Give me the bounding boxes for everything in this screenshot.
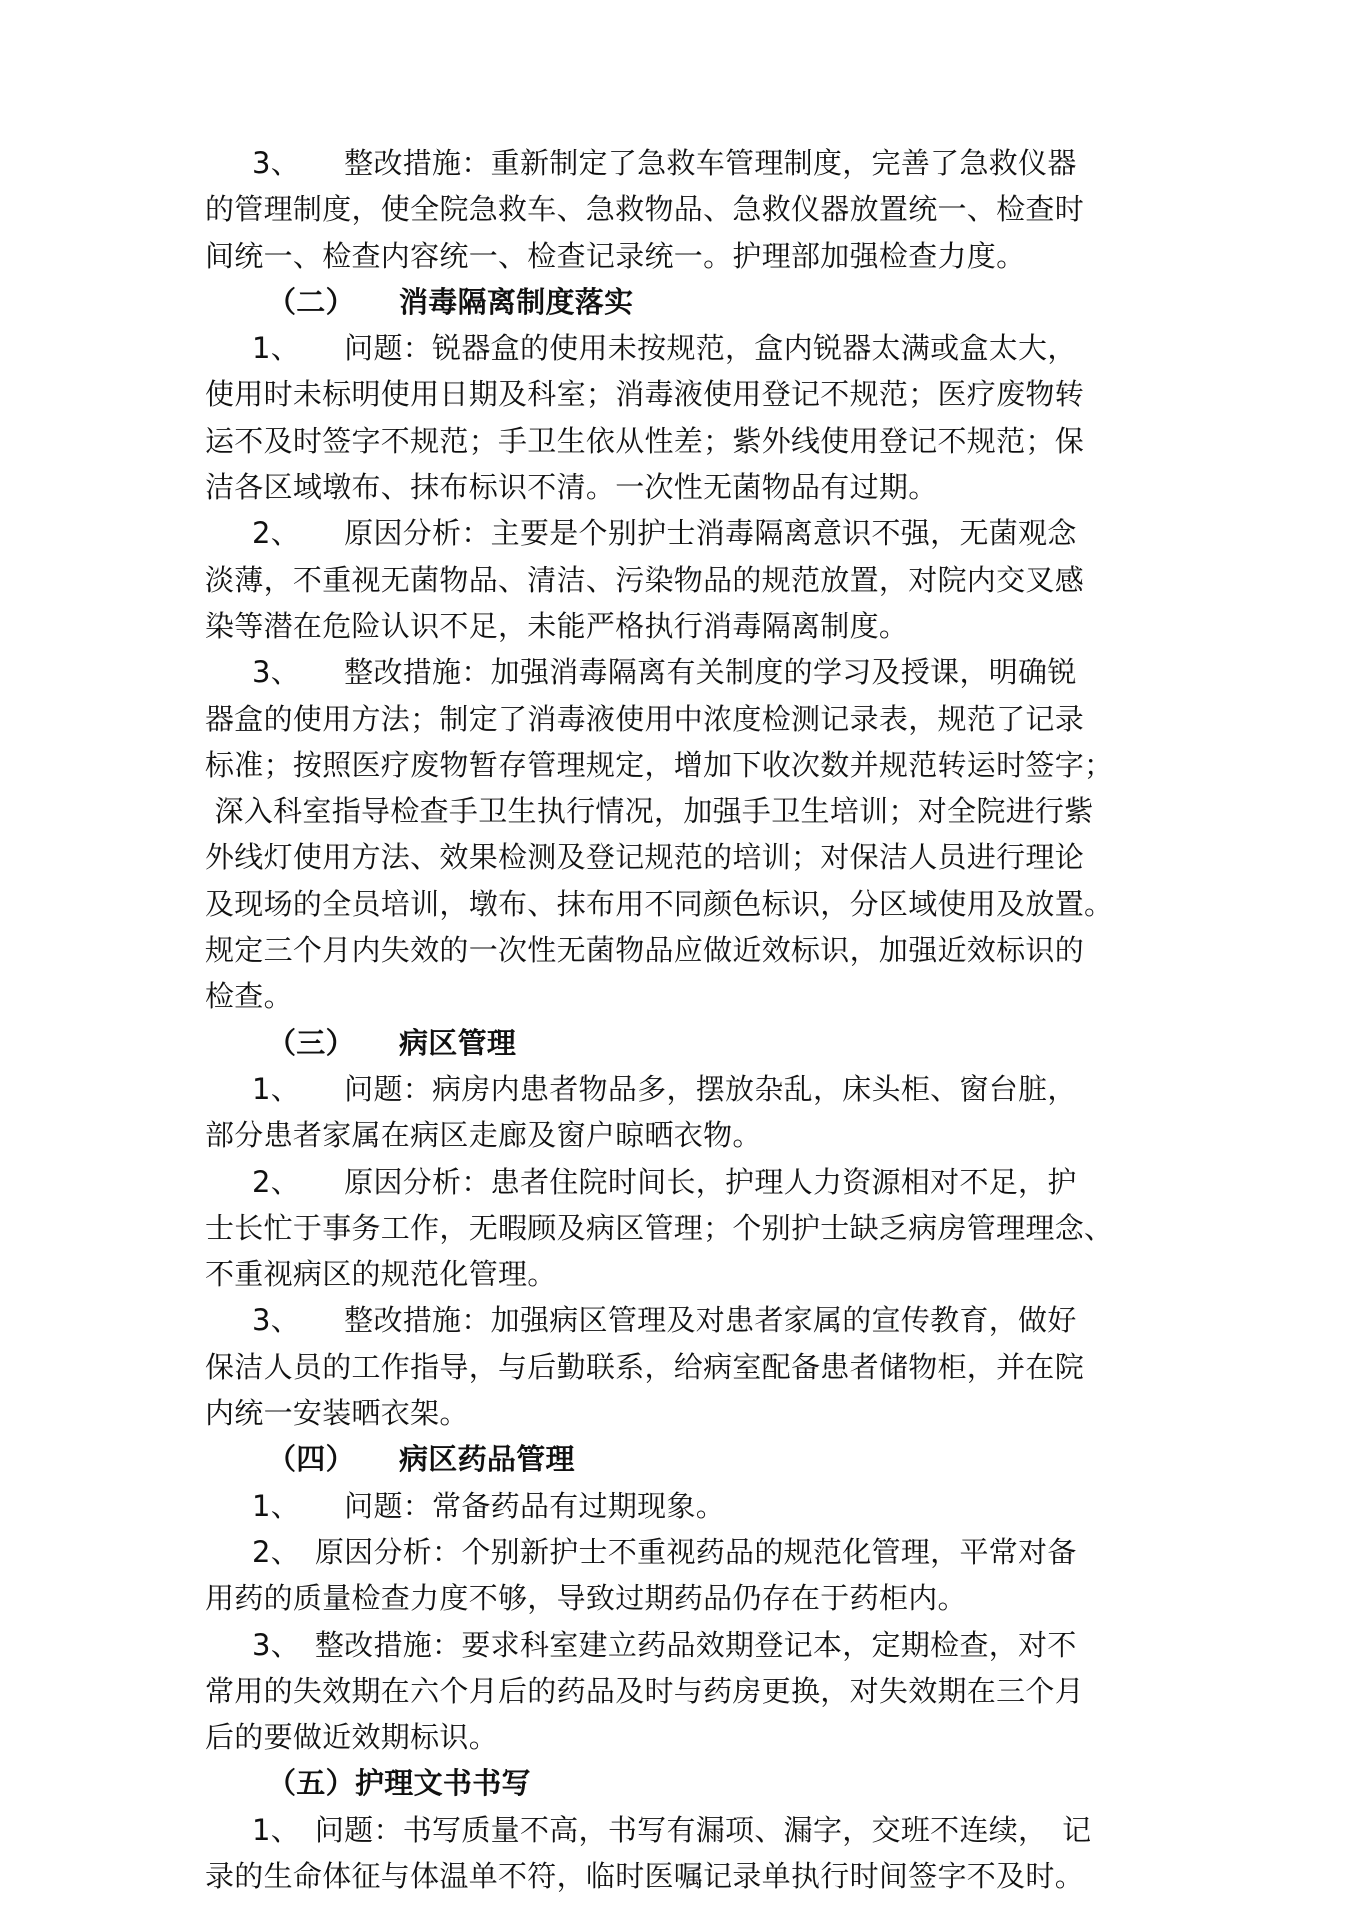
- paragraph-line: 用药的质量检查力度不够，导致过期药品仍存在于药柜内。: [205, 1581, 967, 1616]
- paragraph-line: 标准；按照医疗废物暂存管理规定，增加下收次数并规范转运时签字；: [205, 747, 1114, 782]
- paragraph-line: 的管理制度，使全院急救车、急救物品、急救仪器放置统一、检查时: [205, 192, 1085, 227]
- paragraph-line: 1、 问题：常备药品有过期现象。: [252, 1488, 726, 1523]
- paragraph-line: 规定三个月内失效的一次性无菌物品应做近效标识，加强近效标识的: [205, 933, 1085, 968]
- paragraph-line: 部分患者家属在病区走廊及窗户晾晒衣物。: [205, 1118, 762, 1153]
- paragraph-line: 士长忙于事务工作，无暇顾及病区管理；个别护士缺乏病房管理理念、: [205, 1210, 1114, 1245]
- section-title: 病区药品管理: [399, 1442, 575, 1477]
- paragraph-line: 使用时未标明使用日期及科室；消毒液使用登记不规范；医疗废物转: [205, 377, 1085, 412]
- section-heading: [205, 279, 1195, 325]
- paragraph-line: 内统一安装晒衣架。: [205, 1396, 469, 1431]
- paragraph-line: 染等潜在危险认识不足，未能严格执行消毒隔离制度。: [205, 608, 909, 643]
- paragraph-line: 1、 问题：锐器盒的使用未按规范，盒内锐器太满或盒太大，: [252, 331, 1077, 366]
- section-title: 消毒隔离制度落实: [399, 284, 634, 319]
- section-number: （二）: [267, 284, 355, 319]
- section-title: 病区管理: [399, 1025, 517, 1060]
- paragraph-line: 保洁人员的工作指导，与后勤联系，给病室配备患者储物柜，并在院: [205, 1349, 1085, 1384]
- section-number: （三）: [267, 1025, 355, 1060]
- paragraph-line: 录的生命体征与体温单不符，临时医嘱记录单执行时间签字不及时。: [205, 1858, 1085, 1893]
- paragraph-line: 间统一、检查内容统一、检查记录统一。护理部加强检查力度。: [205, 238, 1026, 273]
- paragraph-line: 洁各区域墩布、抹布标识不清。一次性无菌物品有过期。: [205, 470, 938, 505]
- section-heading: [205, 1436, 1195, 1482]
- paragraph-line: 3、 整改措施：加强消毒隔离有关制度的学习及授课，明确锐: [252, 655, 1077, 690]
- paragraph-line: 2、 原因分析：个别新护士不重视药品的规范化管理，平常对备: [252, 1534, 1077, 1569]
- paragraph-line: 常用的失效期在六个月后的药品及时与药房更换，对失效期在三个月: [205, 1673, 1085, 1708]
- paragraph-line: 2、 原因分析：患者住院时间长，护理人力资源相对不足，护: [252, 1164, 1077, 1199]
- paragraph-line: 淡薄，不重视无菌物品、清洁、污染物品的规范放置，对院内交叉感: [205, 562, 1085, 597]
- section-number: （五）: [267, 1766, 355, 1801]
- section-title: 护理文书书写: [355, 1766, 531, 1801]
- paragraph-line: 不重视病区的规范化管理。: [205, 1257, 557, 1292]
- paragraph-line: 及现场的全员培训，墩布、抹布用不同颜色标识，分区域使用及放置。: [205, 886, 1114, 921]
- paragraph-line: 器盒的使用方法；制定了消毒液使用中浓度检测记录表，规范了记录: [205, 701, 1085, 736]
- paragraph-line: 3、 整改措施：加强病区管理及对患者家属的宣传教育，做好: [252, 1303, 1077, 1338]
- document-page: [205, 140, 1195, 1899]
- paragraph-line: 运不及时签字不规范；手卫生依从性差；紫外线使用登记不规范；保: [205, 423, 1085, 458]
- paragraph-line: 外线灯使用方法、效果检测及登记规范的培训；对保洁人员进行理论: [205, 840, 1085, 875]
- paragraph-line: 3、 整改措施：重新制定了急救车管理制度，完善了急救仪器: [252, 146, 1077, 180]
- paragraph-line: 1、 问题：病房内患者物品多，摆放杂乱，床头柜、窗台脏，: [252, 1071, 1077, 1106]
- paragraph-line: 3、 整改措施：要求科室建立药品效期登记本，定期检查，对不: [252, 1627, 1077, 1662]
- section-heading: [205, 1020, 1195, 1066]
- paragraph-line: 1、 问题：书写质量不高，书写有漏项、漏字，交班不连续， 记: [252, 1812, 1092, 1847]
- paragraph-line: 检查。: [205, 979, 293, 1014]
- paragraph-line: 2、 原因分析：主要是个别护士消毒隔离意识不强，无菌观念: [252, 516, 1077, 551]
- paragraph-line: 深入科室指导检查手卫生执行情况，加强手卫生培训；对全院进行紫: [205, 794, 1094, 829]
- section-number: （四）: [267, 1442, 355, 1477]
- paragraph-line: 后的要做近效期标识。: [205, 1720, 499, 1755]
- section-heading: [205, 1760, 1195, 1806]
